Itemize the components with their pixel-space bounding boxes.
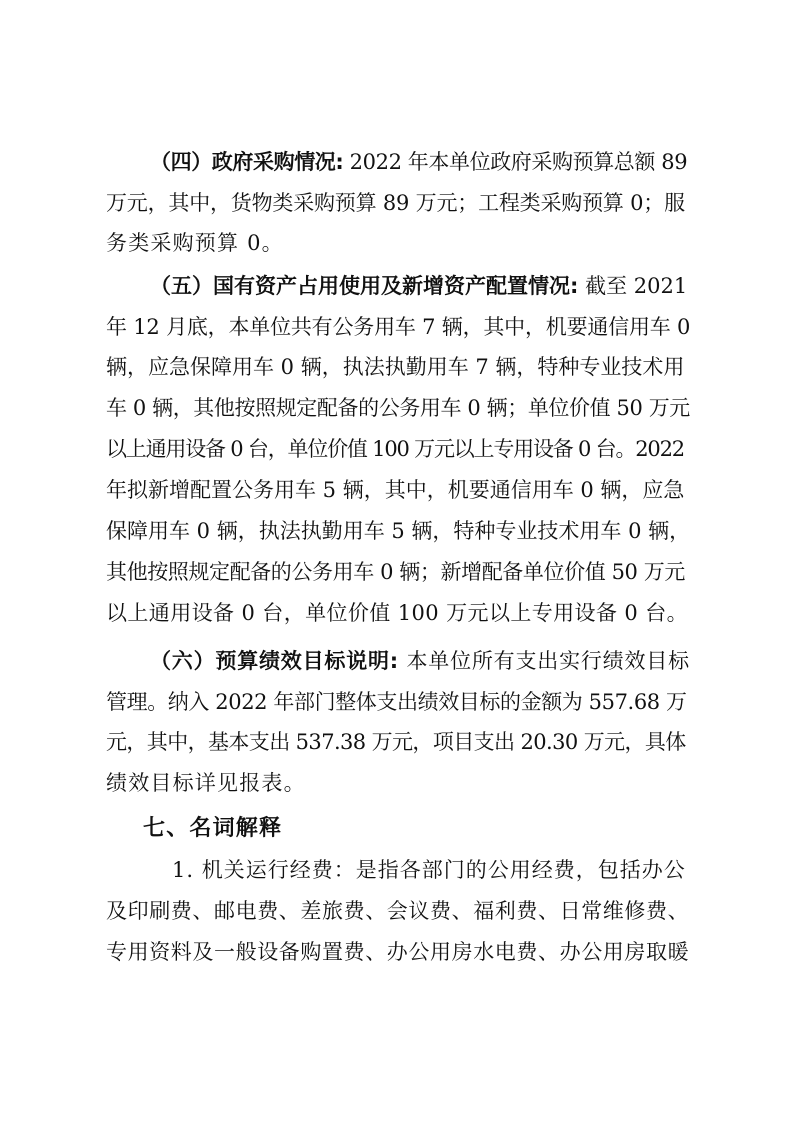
- section7-item1-line2: 及印刷费、邮电费、差旅费、会议费、福利费、日常维修费、: [106, 899, 690, 923]
- section5-line5: 以上通用设备 0 台，单位价值 100 万元以上专用设备 0 台。2022: [106, 437, 684, 461]
- section4-line1-text: 2022 年本单位政府采购预算总额 89: [343, 150, 688, 174]
- section5-line2: 年 12 月底，本单位共有公务用车 7 辆，其中，机要通信用车 0: [106, 315, 691, 339]
- section6-line1-text: 本单位所有支出实行绩效目标: [399, 649, 690, 673]
- section7-item1-line3: 专用资料及一般设备购置费、办公用房水电费、办公用房取暖: [106, 940, 690, 964]
- section4-line3: 务类采购预算 0。: [106, 231, 284, 255]
- section5-title: （五）国有资产占用使用及新增资产配置情况:: [150, 274, 579, 298]
- section6-line1: [150, 646, 690, 676]
- section5-line1: [150, 271, 690, 301]
- section7-heading: 七、名词解释: [143, 816, 283, 841]
- section5-line6: 年拟新增配置公务用车 5 辆，其中，机要通信用车 0 辆，应急: [106, 478, 685, 502]
- section5-line3: 辆，应急保障用车 0 辆，执法执勤用车 7 辆，特种专业技术用: [106, 355, 685, 379]
- section6-line2: 管理。纳入 2022 年部门整体支出绩效目标的金额为 557.68 万: [106, 690, 687, 714]
- section5-line9: 以上通用设备 0 台，单位价值 100 万元以上专用设备 0 台。: [106, 601, 689, 625]
- section5-line7: 保障用车 0 辆，执法执勤用车 5 辆，特种专业技术用车 0 辆，: [106, 519, 691, 543]
- section4-title: （四）政府采购情况:: [150, 150, 344, 174]
- section6-line3: 元，其中，基本支出 537.38 万元，项目支出 20.30 万元，具体: [106, 730, 686, 754]
- section7-item1-line1: 1. 机关运行经费：是指各部门的公用经费，包括办公: [172, 858, 686, 882]
- section4-line2: 万元，其中，货物类采购预算 89 万元；工程类采购预算 0；服: [106, 191, 685, 215]
- section5-line8: 其他按照规定配备的公务用车 0 辆；新增配备单位价值 50 万元: [106, 560, 685, 584]
- section5-line1-text: 截至 2021: [578, 274, 688, 298]
- section5-line4: 车 0 辆，其他按照规定配备的公务用车 0 辆；单位价值 50 万元: [106, 396, 690, 420]
- section4-line1: [150, 147, 690, 177]
- section6-title: （六）预算绩效目标说明:: [150, 649, 399, 673]
- section6-line4: 绩效目标详见报表。: [106, 771, 306, 795]
